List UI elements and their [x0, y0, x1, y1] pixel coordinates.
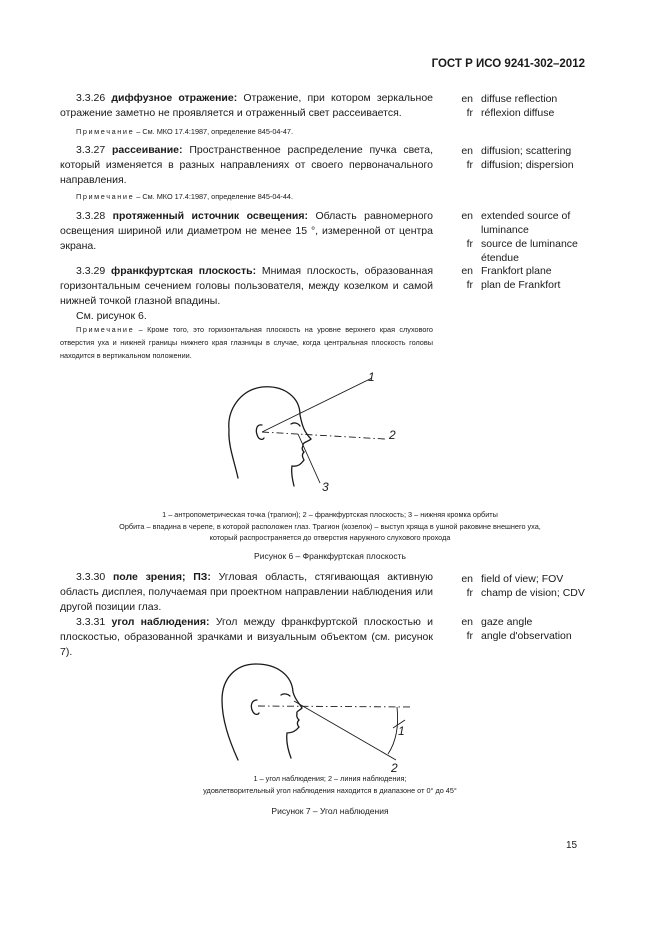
figure-6-legend: [60, 509, 600, 544]
lang-code-fr: fr: [466, 159, 473, 171]
document-header: ГОСТ Р ИСО 9241-302–2012: [431, 58, 585, 70]
leader-line-3: [298, 434, 320, 483]
term-fr: réflexion diffuse: [481, 107, 555, 119]
lang-code-fr: fr: [466, 107, 473, 119]
entry-number: 3.3.26: [76, 92, 106, 104]
line-of-sight: [294, 701, 396, 760]
entry-definition: Пространственное распределение пучка света, который изменяется в разных направлениях от своего первоначального направления.: [60, 144, 433, 186]
entry-definition: Мнимая плоскость, образованная горизонтальным сечением головы пользователя, между козелком и самой нижней точкой глазной впадины.: [60, 265, 434, 307]
see-figure-6: См. рисунок 6.: [76, 310, 147, 322]
figure-6-legend-line-1: 1 – антропометрическая точка (трагион); 2 – франкфуртская плоскость; 3 – нижняя кромка орбиты: [162, 510, 498, 519]
page-number: 15: [566, 840, 578, 851]
lang-code-en: en: [461, 210, 473, 222]
term-fr: champ de vision; CDV: [481, 587, 585, 599]
head-profile-fig7: [222, 664, 302, 760]
term-en: gaze angle: [481, 616, 533, 628]
term-fr: angle d'observation: [481, 630, 572, 642]
figure-6-title: Рисунок 6 – Франкфуртская плоскость: [254, 551, 406, 561]
entry-term: протяженный источник освещения:: [112, 210, 308, 222]
figure-7-legend-line-2: удовлетворительный угол наблюдения находится в диапазоне от 0° до 45°: [203, 785, 457, 795]
entry-number: 3.3.31: [76, 616, 106, 628]
translations-3-3-30: [455, 572, 615, 600]
note-label: Примечание: [76, 192, 135, 201]
figure-7-legend-line-1: 1 – угол наблюдения; 2 – линия наблюдения;: [253, 774, 407, 783]
frankfort-lines: [262, 378, 385, 483]
note-label: Примечание: [76, 127, 135, 136]
entry-number: 3.3.27: [76, 144, 106, 156]
fig7-label-2: 2: [391, 761, 398, 775]
figure-7-title: Рисунок 7 – Угол наблюдения: [271, 806, 389, 816]
entry-definition: Отражение, при котором зеркальное отражение заметно не проявляется и отраженный свет рассеивается.: [60, 92, 434, 119]
lang-code-fr: fr: [466, 587, 473, 599]
figure-6-legend-line-2: Орбита – впадина в черепе, в которой расположен глаз. Трагион (козелок) – выступ хряща в ушной раковине внешнего уха, который распространяется до отверстия наружного слухового прохода: [119, 521, 541, 542]
fig7-frankfort-line: [258, 706, 412, 707]
entry-number: 3.3.29: [76, 265, 106, 277]
lang-code-en: en: [461, 93, 473, 105]
lang-code-en: en: [461, 145, 473, 157]
note-text: – См. МКО 17.4:1987, определение 845-04-44.: [134, 192, 294, 201]
term-en: extended source of luminance: [481, 210, 571, 236]
entry-definition: Угловая область, стягивающая активную область дисплея, получаемая при проектном направлении наблюдения или другой позиции глаз.: [60, 571, 434, 613]
entry-term: угол наблюдения:: [111, 616, 210, 628]
entry-number: 3.3.30: [76, 571, 106, 583]
entry-term: диффузное отражение:: [111, 92, 238, 104]
entry-term: рассеивание:: [112, 144, 183, 156]
term-en: diffuse reflection: [481, 93, 558, 105]
translations-3-3-31: [455, 615, 615, 643]
fig6-label-1: 1: [368, 370, 375, 384]
term-en: diffusion; scattering: [481, 145, 572, 157]
leader-line-1: [262, 378, 372, 432]
term-fr: source de luminance étendue: [481, 238, 578, 264]
entry-definition: Угол между франкфуртской плоскостью и плоскостью, образованной зрачками и визуальным объектом (см. рисунок 7).: [60, 616, 434, 658]
figure-7-legend: [60, 773, 600, 796]
gaze-lines: [258, 701, 412, 760]
fig6-label-2: 2: [389, 428, 396, 442]
frankfort-plane-line: [262, 432, 385, 439]
lang-code-fr: fr: [466, 279, 473, 291]
term-en: field of view; FOV: [481, 573, 564, 585]
term-en: Frankfort plane: [481, 265, 552, 277]
gaze-angle-arc: [388, 707, 398, 754]
lang-code-en: en: [461, 616, 473, 628]
entry-number: 3.3.28: [76, 210, 106, 222]
lang-code-fr: fr: [466, 238, 473, 250]
term-fr: plan de Frankfort: [481, 279, 561, 291]
entry-term: франкфуртская плоскость:: [111, 265, 257, 277]
note-label: Примечание: [76, 325, 135, 334]
fig6-label-3: 3: [322, 480, 329, 494]
lang-code-en: en: [461, 265, 473, 277]
lang-code-fr: fr: [466, 630, 473, 642]
lang-code-en: en: [461, 573, 473, 585]
fig7-label-1: 1: [398, 724, 405, 738]
entry-term: поле зрения; ПЗ:: [112, 571, 211, 583]
term-fr: diffusion; dispersion: [481, 159, 574, 171]
note-text: – См. МКО 17.4:1987, определение 845-04-47.: [134, 127, 294, 136]
note-text: – Кроме того, это горизонтальная плоскость на уровне верхнего края слухового отверстия уха и нижней границы нижнего края глазницы в случае, когда центральная плоскость головы находится в вертикальном положении.: [60, 325, 433, 360]
entry-definition: Область равномерного освещения шириной или диаметром не менее 15 °, измеренной от центра экрана.: [60, 210, 433, 252]
entry-3-3-30: [60, 570, 433, 660]
